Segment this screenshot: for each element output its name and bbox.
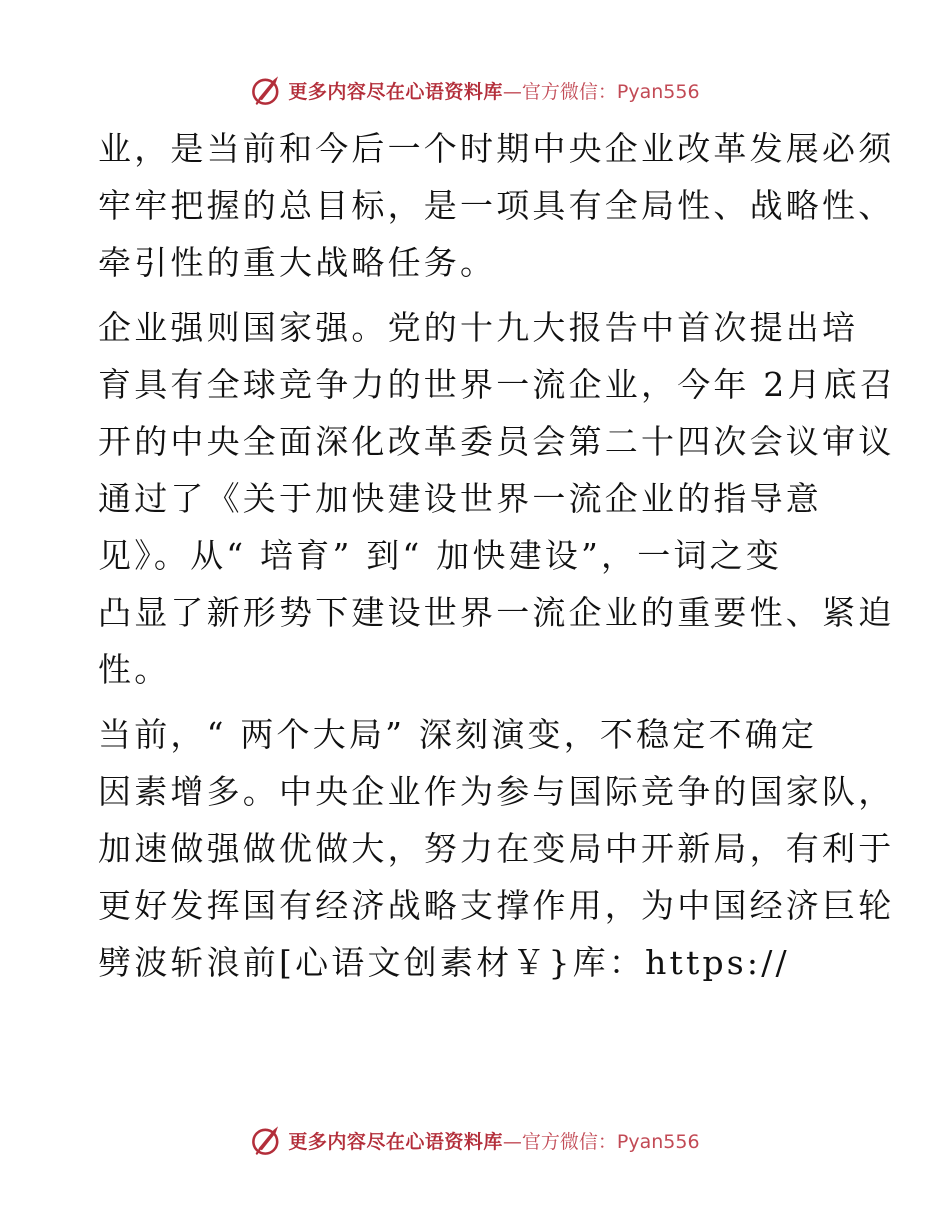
text-line: 加速做强做优做大，努力在变局中开新局，有利于 <box>98 829 895 868</box>
text-line: 业，是当前和今后一个时期中央企业改革发展必须 <box>98 129 895 168</box>
footer-official-account: —官方微信：Pyan556 <box>502 1130 700 1153</box>
text-line: 通过了《关于加快建设世界一流企业的指导意 <box>98 479 822 518</box>
text-line: 牵引性的重大战略任务。 <box>98 243 497 282</box>
quill-pen-logo-icon <box>250 73 284 107</box>
text-line: 更好发挥国有经济战略支撑作用，为中国经济巨轮 <box>98 886 895 925</box>
header-brand-text: 更多内容尽在心语资料库 <box>288 80 503 103</box>
footer-brand-text: 更多内容尽在心语资料库 <box>288 1130 503 1153</box>
footer-banner <box>0 1120 950 1160</box>
text-line: 当前，“ 两个大局” 深刻演变，不稳定不确定 <box>98 715 818 754</box>
text-line: 牢牢把握的总目标，是一项具有全局性、战略性、 <box>98 186 895 225</box>
text-line: 劈波斩浪前[心语文创素材￥}库：https:// <box>98 943 790 982</box>
quill-pen-logo-icon <box>250 1123 284 1157</box>
text-line: 凸显了新形势下建设世界一流企业的重要性、紧迫 <box>98 593 895 632</box>
document-body <box>98 120 897 991</box>
text-line: 育具有全球竞争力的世界一流企业，今年 2月底召 <box>98 365 897 404</box>
text-line: 性。 <box>98 650 171 689</box>
header-banner <box>0 70 950 110</box>
text-line: 企业强则国家强。党的十九大报告中首次提出培 <box>98 308 859 347</box>
text-line: 开的中央全面深化改革委员会第二十四次会议审议 <box>98 422 895 461</box>
text-line: 因素增多。中央企业作为参与国际竞争的国家队， <box>98 772 895 811</box>
header-official-account: —官方微信：Pyan556 <box>502 80 700 103</box>
text-line: 见》。从“ 培育” 到“ 加快建设”，一词之变 <box>98 536 783 575</box>
